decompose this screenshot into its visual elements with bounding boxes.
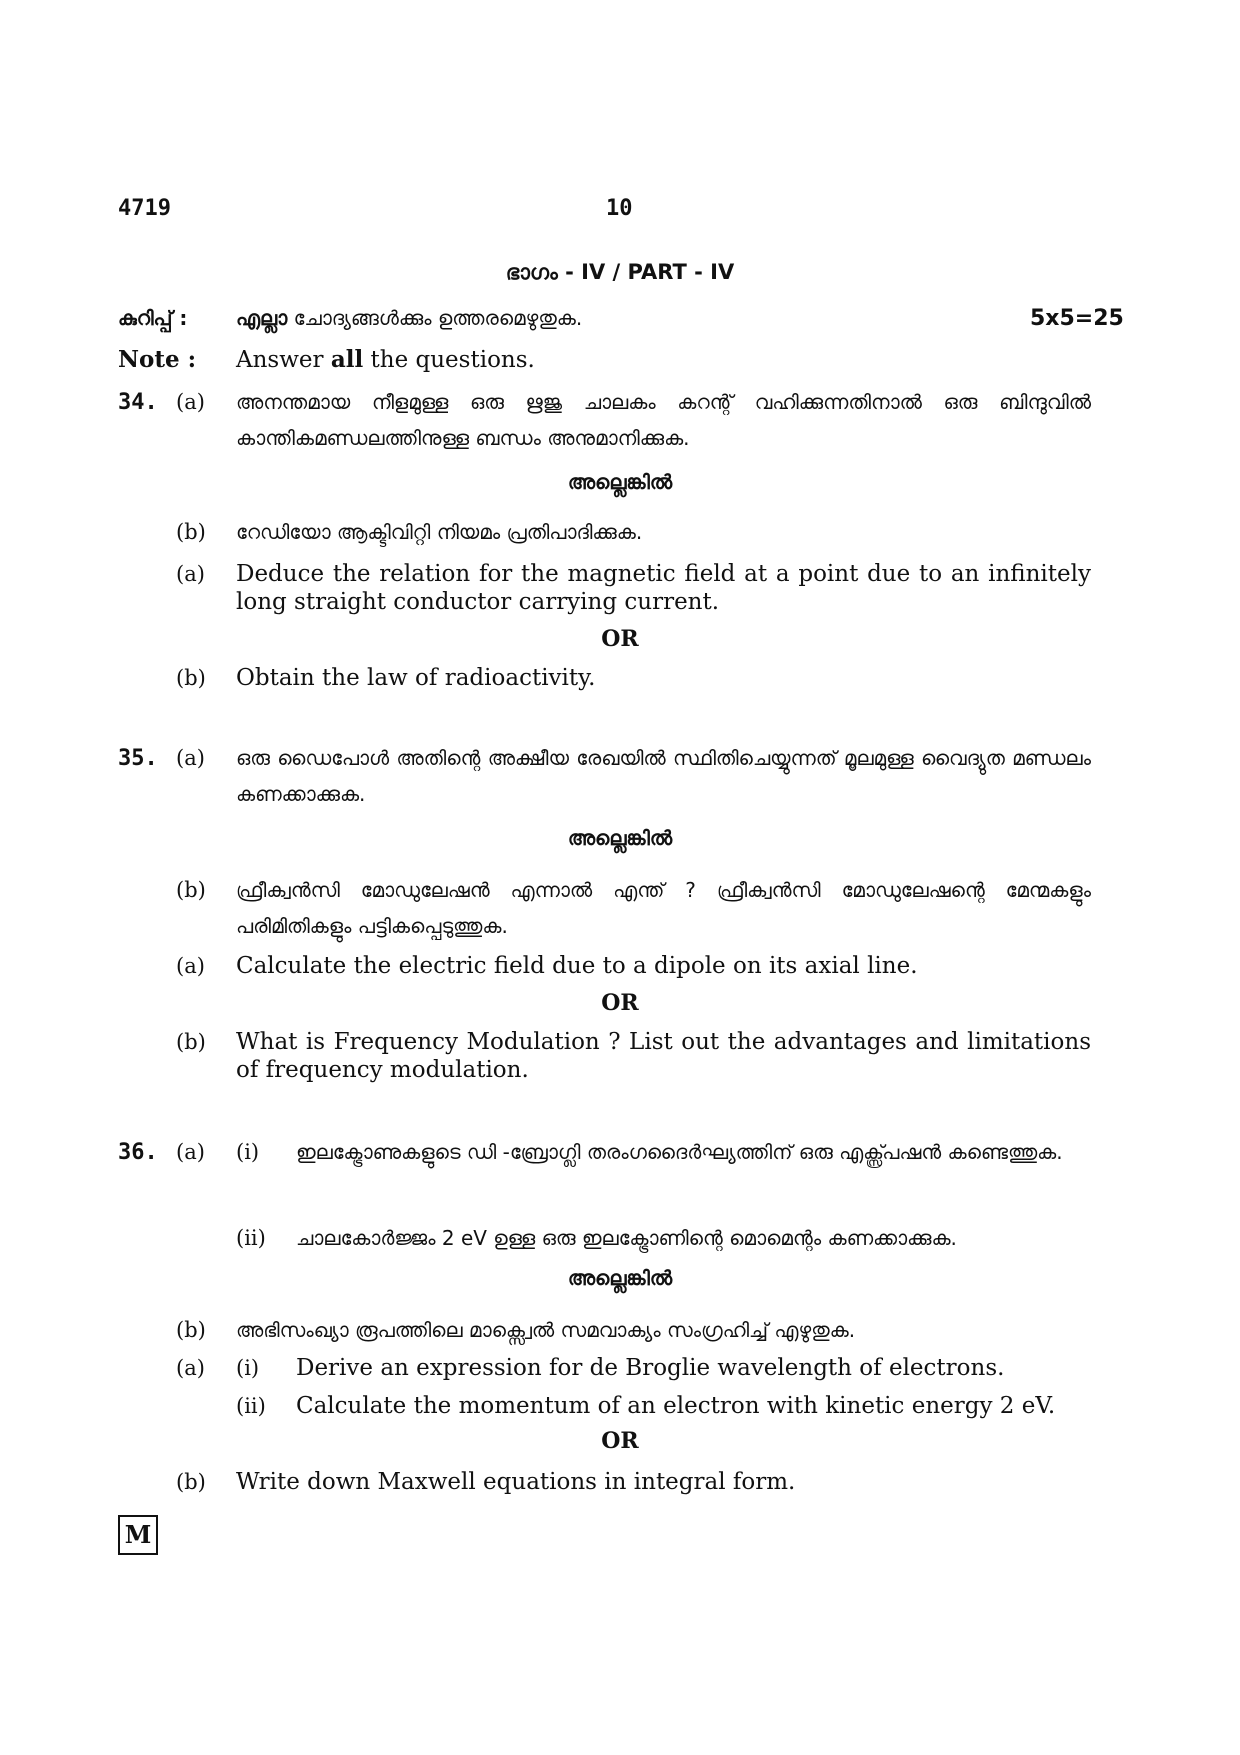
q36-a-ii-en-label: (ii)	[236, 1394, 266, 1418]
q36-a-ii-en: Calculate the momentum of an electron with kinetic energy 2 eV.	[296, 1393, 1056, 1419]
marks: 5x5=25	[1030, 306, 1124, 331]
q35-a-en-label: (a)	[176, 954, 205, 978]
q34-b-en-label: (b)	[176, 666, 206, 690]
q34-a-en: Deduce the relation for the magnetic field at a point due to an infinitely long straight conductor carrying current.	[236, 561, 1091, 615]
q36-or-ml: അല്ലെങ്കിൽ	[567, 1266, 673, 1290]
q35-b-ml: ഫ്രീക്വൻസി മോഡുലേഷൻ എന്നാൽ എന്ത് ? ഫ്രീക്വൻസി മോഡുലേഷന്റെ മേന്മകളും പരിമിതികളും പട്ടികപ്പെടുത്തുക.	[236, 878, 1091, 938]
q34-or-ml: അല്ലെങ്കിൽ	[567, 470, 673, 494]
q35-a-ml: ഒരു ഡൈപോൾ അതിന്റെ അക്ഷീയ രേഖയിൽ സ്ഥിതിചെയ്യുന്നത് മൂലമുള്ള വൈദ്യുത മണ്ഡലം കണക്കാക്കുക.	[236, 746, 1091, 806]
q34-b-ml: റേഡിയോ ആക്ടിവിറ്റി നിയമം പ്രതിപാദിക്കുക.	[236, 520, 643, 544]
q35-or-en: OR	[601, 990, 639, 1016]
q35-b-en-label: (b)	[176, 1030, 206, 1054]
q36-b-ml: അഭിസംഖ്യാ രൂപത്തിലെ മാക്സ്വെൽ സമവാക്യം സംഗ്രഹിച്ച് എഴുതുക.	[236, 1318, 856, 1342]
page-number: 10	[606, 196, 633, 221]
q34-a-en-label: (a)	[176, 562, 205, 586]
note-en-label: Note :	[118, 346, 197, 373]
note-ml-text	[236, 300, 582, 336]
q36-a-ml-label: (a)	[176, 1140, 205, 1164]
footer-box-letter: M	[118, 1515, 158, 1555]
q36-a-ii-ml: ചാലകോർജ്ജം 2 eV ഉള്ള ഒരു ഇലക്ട്രോണിന്റെ മൊമെന്റം കണക്കാക്കുക.	[296, 1226, 957, 1250]
q34-a-ml: അനന്തമായ നീളമുള്ള ഒരു ഋജു ചാലകം കറന്റ് വഹിക്കുന്നതിനാൽ ഒരു ബിന്ദുവിൽ കാന്തികമണ്ഡലത്തിനുള്ള ബന്ധം അനുമാനിക്കുക.	[236, 390, 1091, 450]
note-ml-label: കുറിപ്പ് :	[118, 306, 188, 330]
q35-a-ml-label: (a)	[176, 746, 205, 770]
q36-b-en: Write down Maxwell equations in integral form.	[236, 1469, 796, 1495]
q34-b-ml-label: (b)	[176, 520, 206, 544]
q36-a-i-ml: ഇലക്ട്രോണുകളുടെ ഡി -ബ്രോഗ്ലി തരംഗദൈർഘ്യത്തിന് ഒരു എക്സ്പ്രഷൻ കണ്ടെത്തുക.	[296, 1140, 1063, 1164]
q34-number: 34.	[118, 390, 158, 415]
paper-code: 4719	[118, 196, 171, 221]
q35-b-en: What is Frequency Modulation ? List out the advantages and limitations of frequency modulation.	[236, 1029, 1091, 1083]
note-en-bold: all	[330, 346, 364, 373]
note-en-text	[236, 346, 535, 374]
note-en-before: Answer	[236, 347, 331, 373]
q35-a-en: Calculate the electric field due to a dipole on its axial line.	[236, 953, 918, 979]
q36-number: 36.	[118, 1140, 158, 1165]
note-en-after: the questions.	[363, 347, 535, 373]
q36-a-i-en-label: (i)	[236, 1356, 260, 1380]
q34-a-ml-label: (a)	[176, 390, 205, 414]
q35-or-ml: അല്ലെങ്കിൽ	[567, 826, 673, 850]
note-ml-rest: ചോദ്യങ്ങൾക്കും ഉത്തരമെഴുതുക.	[287, 306, 583, 330]
q34-b-en: Obtain the law of radioactivity.	[236, 665, 596, 691]
q35-b-ml-label: (b)	[176, 878, 206, 902]
q36-a-en-label: (a)	[176, 1356, 205, 1380]
q36-a-ii-ml-label: (ii)	[236, 1226, 266, 1250]
q36-a-i-en: Derive an expression for de Broglie wavelength of electrons.	[296, 1355, 1005, 1381]
q34-or-en: OR	[601, 626, 639, 652]
note-ml-bold: എല്ലാ	[236, 306, 288, 330]
q36-or-en: OR	[601, 1428, 639, 1454]
q36-b-en-label: (b)	[176, 1470, 206, 1494]
q35-number: 35.	[118, 746, 158, 771]
q36-b-ml-label: (b)	[176, 1318, 206, 1342]
q36-a-i-ml-label: (i)	[236, 1140, 260, 1164]
part-title: ഭാഗം - IV / PART - IV	[505, 260, 735, 284]
